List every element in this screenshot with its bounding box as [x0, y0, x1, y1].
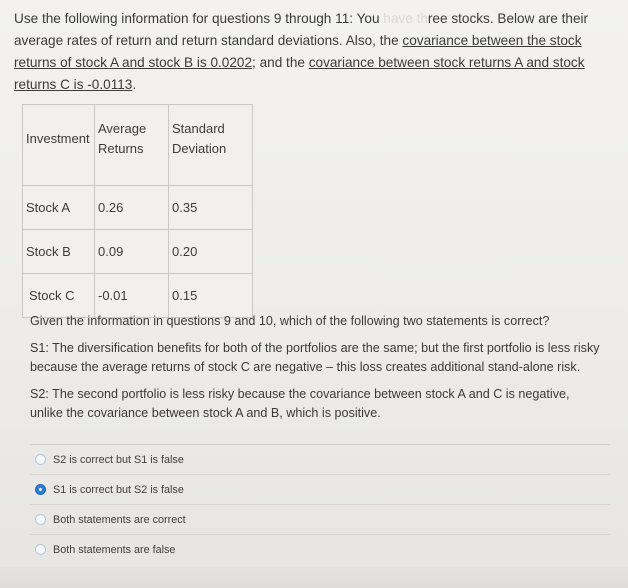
covariance-ab-text: covariance between the stock returns of stock A and stock B is 0.0202 [14, 33, 582, 70]
cell-investment: Stock A [23, 186, 95, 230]
header-average-returns: Average Returns [95, 105, 169, 186]
radio-button-selected-icon[interactable] [35, 484, 46, 495]
page-bottom-shade [0, 567, 628, 588]
header-investment: Investment [23, 105, 95, 186]
intro-mid: ; and the [252, 55, 309, 70]
cell-investment: Stock B [23, 230, 95, 274]
cell-sd: 0.35 [169, 186, 253, 230]
header-standard-deviation: Standard Deviation [169, 105, 253, 186]
radio-button-icon[interactable] [35, 544, 46, 555]
cell-average: -0.01 [95, 274, 169, 318]
option-both-correct[interactable] [30, 504, 610, 534]
cell-sd: 0.20 [169, 230, 253, 274]
radio-button-icon[interactable] [35, 454, 46, 465]
cell-average: 0.09 [95, 230, 169, 274]
investment-table [22, 104, 253, 318]
option-s1-correct[interactable] [30, 474, 610, 504]
intro-lead: Use the following information for questions 9 through 11: You [14, 11, 380, 26]
intro-obscured: have th [379, 11, 428, 26]
table-row [23, 186, 253, 230]
option-s2-correct[interactable] [30, 444, 610, 474]
answer-options [30, 444, 610, 564]
intro-paragraph [14, 8, 618, 96]
question-text [30, 312, 605, 431]
cell-investment: Stock C [23, 274, 95, 318]
radio-button-icon[interactable] [35, 514, 46, 525]
table-row [23, 274, 253, 318]
statement-s2: S2: The second portfolio is less risky because the covariance between stock A and C is negative, unlike the covariance between stock A and B, which is positive. [30, 387, 570, 420]
question-prompt: Given the information in questions 9 and 10, which of the following two statements is correct? [30, 314, 550, 328]
covariance-ac-text: covariance between stock returns A and stock returns C is -0.0113 [14, 55, 585, 92]
statement-s1: S1: The diversification benefits for both of the portfolios are the same; but the first portfolio is less risky because the average returns of stock C are negative – this loss creates additional stand-alone risk. [30, 341, 600, 374]
cell-average: 0.26 [95, 186, 169, 230]
intro-end: . [132, 77, 137, 92]
option-label: Both statements are false [53, 543, 176, 556]
cell-sd: 0.15 [169, 274, 253, 318]
table-header-row [23, 105, 253, 186]
intro-rest: ree stocks. Below are their average rates of return and return standard deviations. Also, the [14, 11, 589, 48]
option-both-false[interactable] [30, 534, 610, 564]
table-row [23, 230, 253, 274]
option-label: Both statements are correct [53, 513, 186, 526]
option-label: S1 is correct but S2 is false [53, 483, 184, 496]
option-label: S2 is correct but S1 is false [53, 453, 184, 466]
